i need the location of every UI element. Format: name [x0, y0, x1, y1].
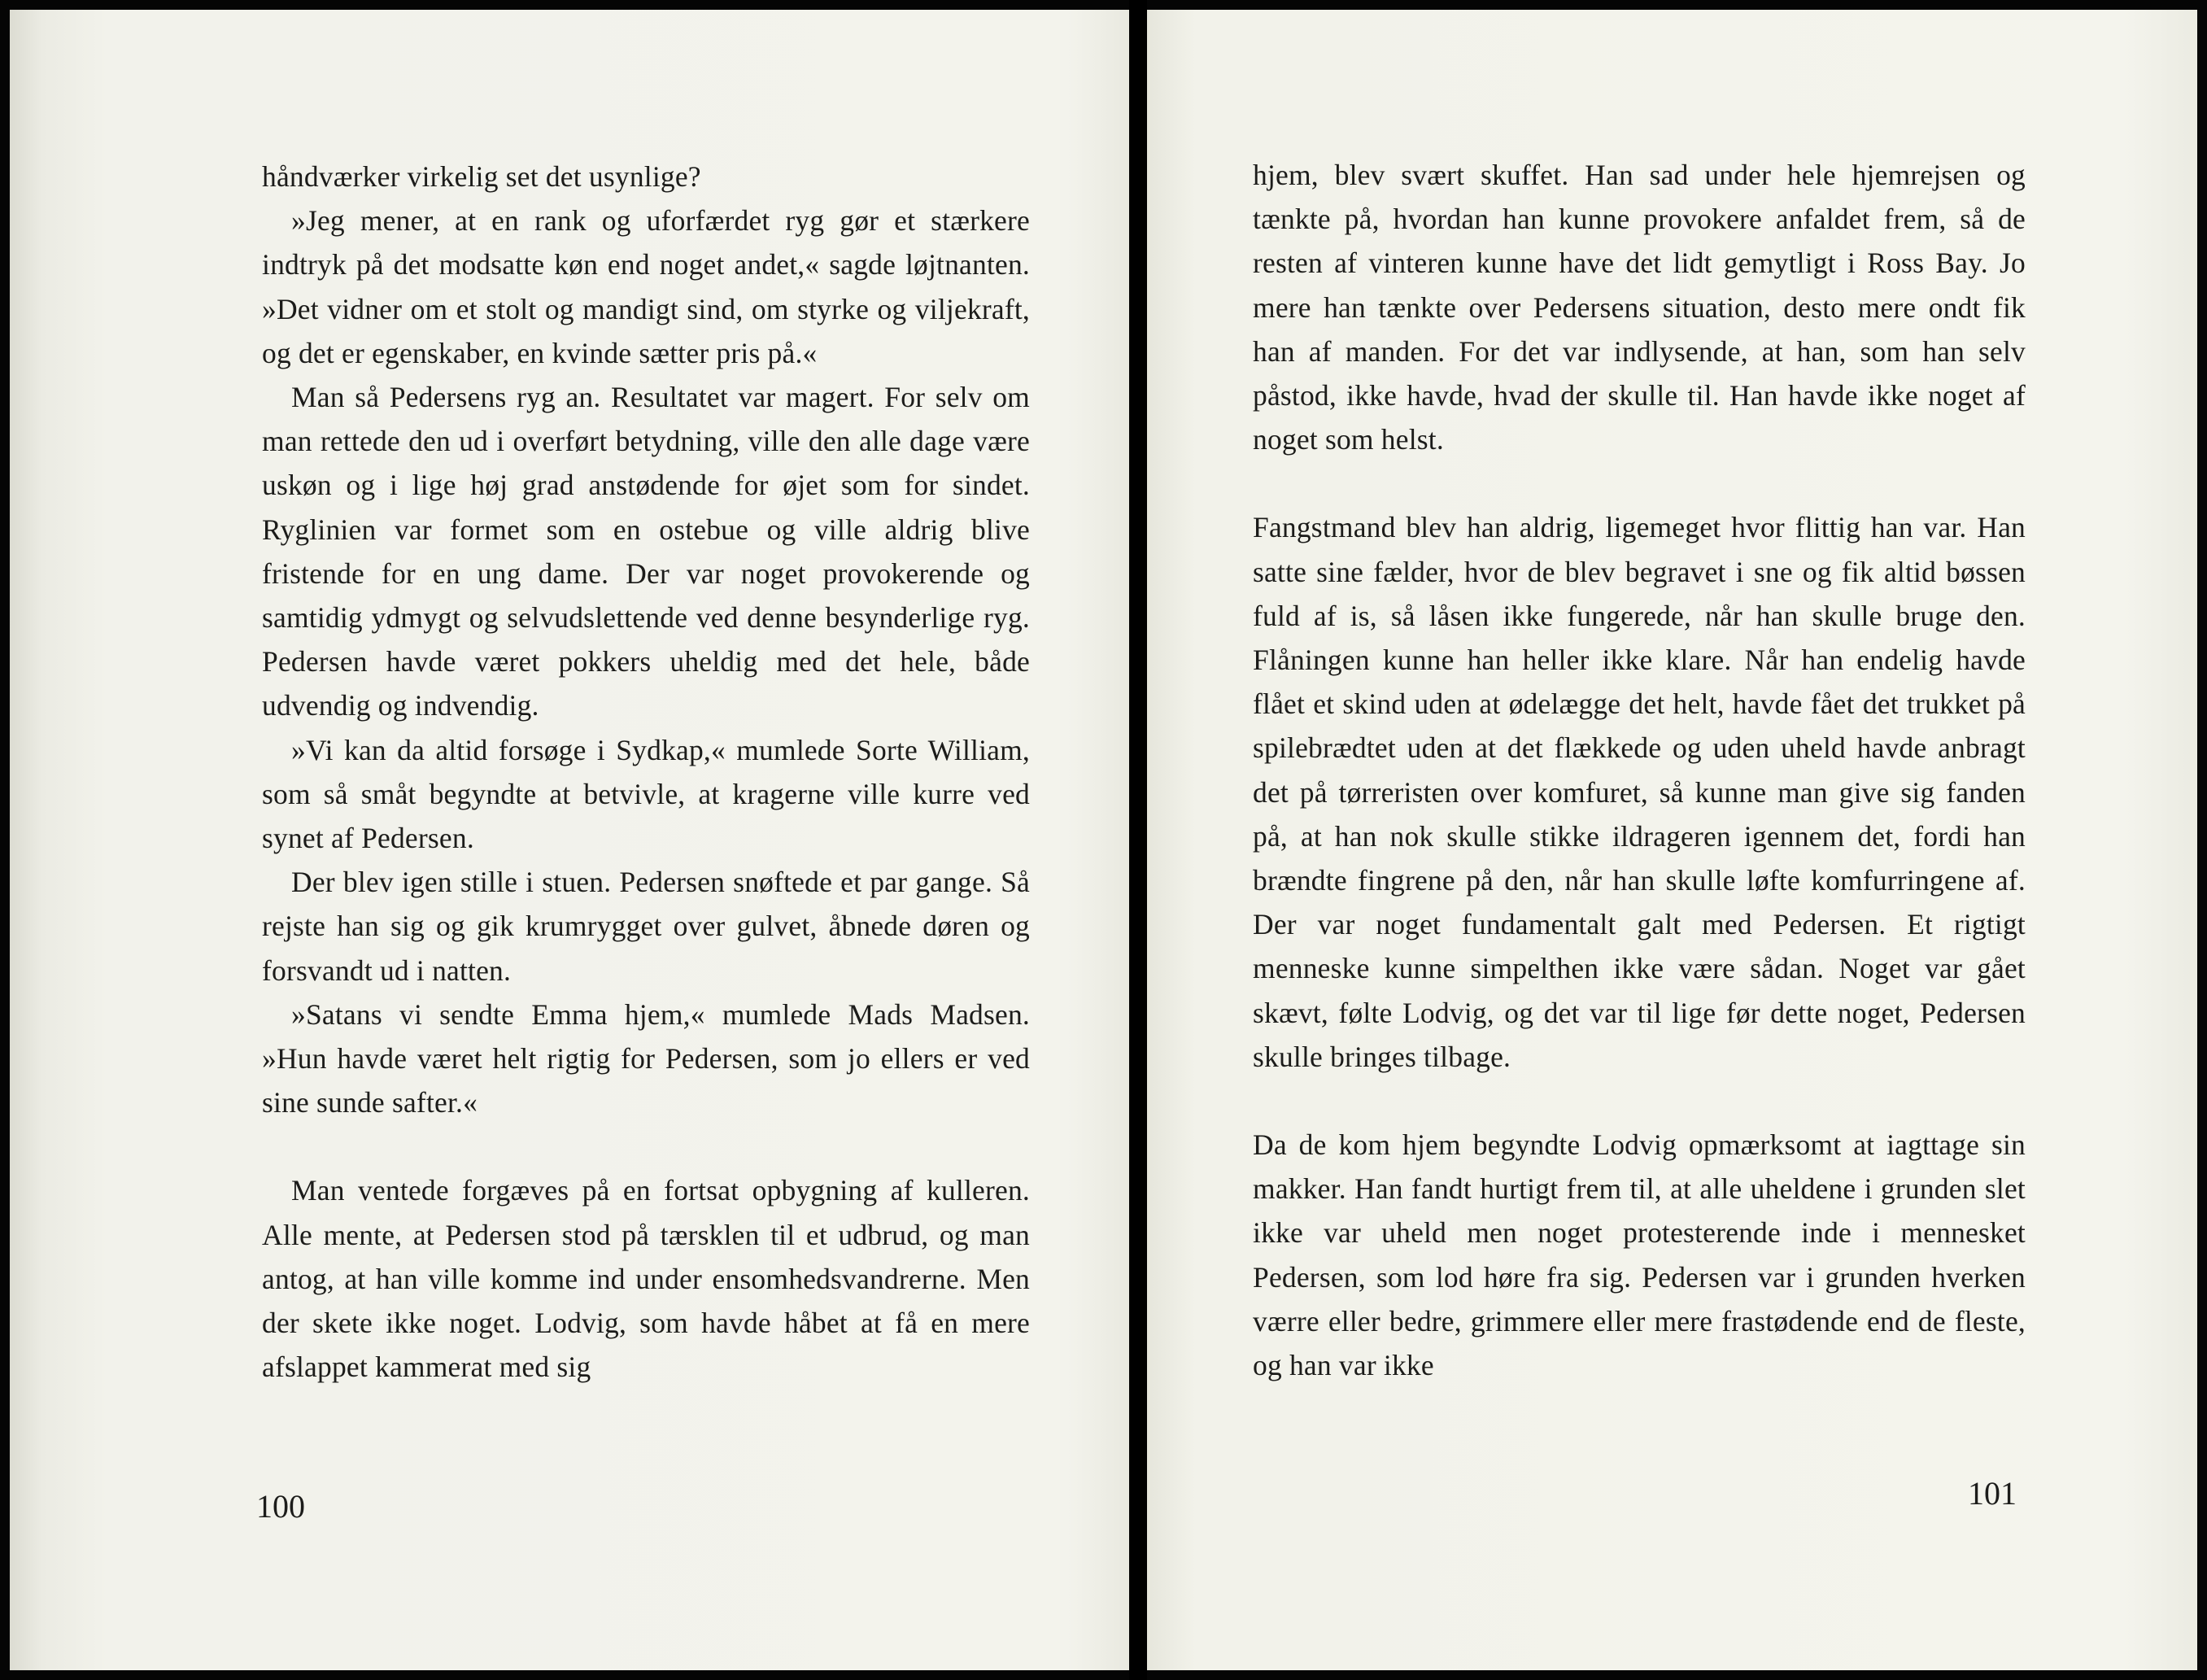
left-page-text	[262, 155, 1030, 1389]
book-gutter	[1129, 0, 1147, 1680]
paragraph: »Satans vi sendte Emma hjem,« mumlede Mads Madsen. »Hun havde været helt rigtig for Pedersen, som jo ellers er ved sine sunde safter.«	[262, 997, 1030, 1119]
page-number: 100	[256, 1488, 305, 1525]
page-number: 101	[1968, 1475, 2017, 1512]
left-page	[10, 10, 1129, 1670]
paragraph: Fangstmand blev han aldrig, ligemeget hvor flittig han var. Han satte sine fælder, hvor de blev begravet i sne og fik altid bøssen fuld af is, så låsen ikke fungerede, når han skulle bruge den. Flåningen kunne han heller ikke klare. Når han endelig havde flået et skind uden at ødelægge det helt, havde fået det trukket på spilebrædtet uden at det flækkede og uden uheld havde anbragt det på tørreristen over komfuret, så kunne man give sig fanden på, at han nok skulle stikke ildrageren igennem det, fordi han brændte fingrene på den, når han skulle løfte komfurringene af. Der var noget fundamentalt galt med Pedersen. Et rigtigt menneske kunne simpelthen ikke være sådan. Noget var gået skævt, følte Lodvig, og det var til lige før dette noget, Pedersen skulle bringes tilbage.	[1253, 511, 2026, 1073]
paragraph: Man ventede forgæves på en fortsat opbygning af kulleren. Alle mente, at Pedersen stod på tærsklen til et udbrud, og man antog, at han ville komme ind under ensomhedsvandrerne. Men der skete ikke noget. Lodvig, som havde håbet at få en mere afslappet kammerat med sig	[262, 1174, 1030, 1384]
right-page	[1147, 10, 2197, 1670]
paragraph: »Vi kan da altid forsøge i Sydkap,« mumlede Sorte William, som så småt begyndte at betvivle, at kragerne ville kurre ved synet af Pedersen.	[262, 733, 1030, 855]
paragraph: hjem, blev svært skuffet. Han sad under hele hjemrejsen og tænkte på, hvordan han kunne provokere anfaldet frem, så de resten af vinteren kunne have det lidt gemytligt i Ross Bay. Jo mere han tænkte over Pedersens situation, desto mere ondt fik han af manden. For det var indlysende, at han, som han selv påstod, ikke havde, hvad der skulle til. Han havde ikke noget af noget som helst.	[1253, 159, 2026, 456]
right-page-text	[1253, 153, 2026, 1387]
paragraph: håndværker virkelig set det usynlige?	[262, 160, 701, 193]
paragraph: Da de kom hjem begyndte Lodvig opmærksomt at iagttage sin makker. Han fandt hurtigt frem til, at alle uheldene i grunden slet ikke var uheld men noget protesterende inde i mennesket Pedersen, som lod høre fra sig. Pedersen var i grunden hverken værre eller bedre, grimmere eller mere frastødende end de fleste, og han var ikke	[1253, 1128, 2026, 1382]
paragraph: »Jeg mener, at en rank og uforfærdet ryg gør et stærkere indtryk på det modsatte køn end noget andet,« sagde løjtnanten. »Det vidner om et stolt og mandigt sind, om styrke og viljekraft, og det er egenskaber, en kvinde sætter pris på.«	[262, 204, 1030, 369]
paragraph: Der blev igen stille i stuen. Pedersen snøftede et par gange. Så rejste han sig og gik krumrygget over gulvet, åbnede døren og forsvandt ud i natten.	[262, 866, 1030, 987]
paragraph: Man så Pedersens ryg an. Resultatet var magert. For selv om man rettede den ud i overført betydning, ville den alle dage være uskøn og i lige høj grad anstødende for øjet som for sindet. Ryglinien var formet som en ostebue og ville aldrig blive fristende for en ung dame. Der var noget provokerende og samtidig ydmygt og selvudslettende ved denne besynderlige ryg. Pedersen havde været pokkers uheldig med det hele, både udvendig og indvendig.	[262, 381, 1030, 722]
